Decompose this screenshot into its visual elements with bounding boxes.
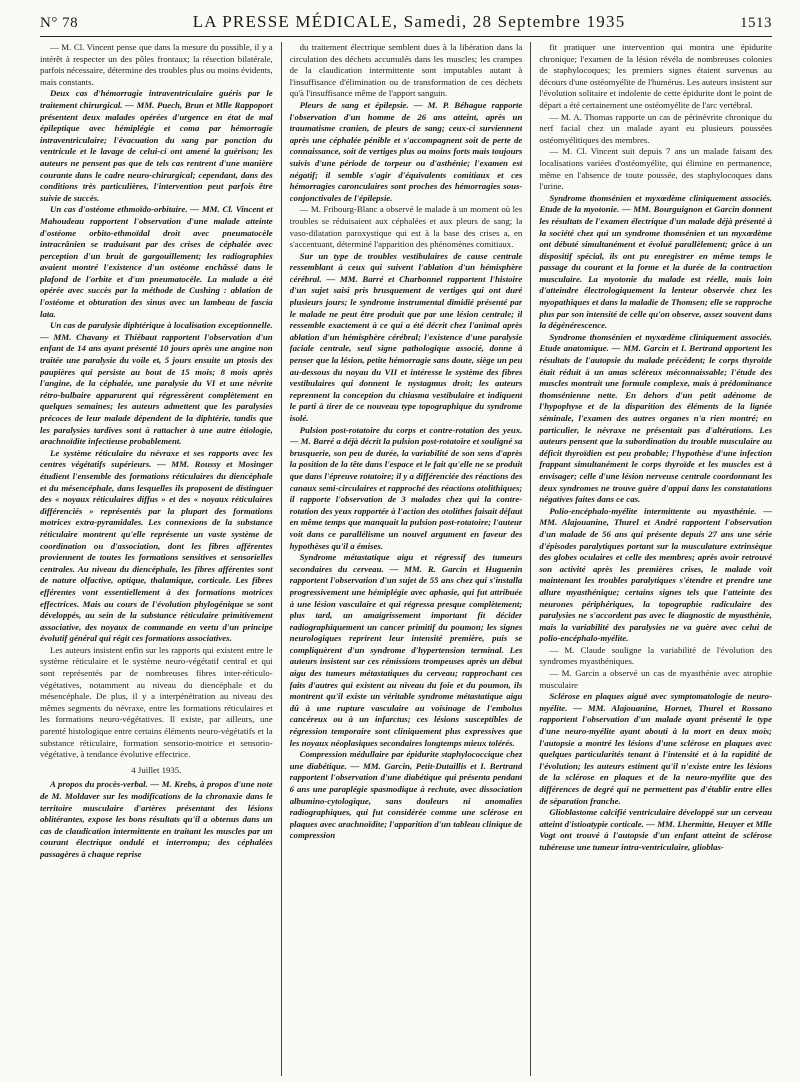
column-divider	[530, 42, 531, 1076]
article-paragraph: Un cas d'ostéome ethmoïdo-orbitaire. — MM. Cl. Vincent et Mahoudeau rapportent l'observation d'une malade atteinte d'ostéome orbito-ethmoïdal droit avec pneumatocèle intracrânien se traduisant par des crises de céphalée avec perception d'un bruit de gargouillement; les radiographies avaient montré l'existence d'un ostéome enchâssé dans le plafond de l'orbite et d'un pneumatocèle. La malade a été opérée avec succès par la méthode de Cushing : ablation de l'ostéome et obturation des sinus avec un lambeau de fascia lata.	[40, 204, 273, 319]
column-1	[40, 42, 273, 1076]
article-paragraph: Polio-encéphalo-myélite intermittente ou myasthénie. — MM. Alajouanine, Thurel et André rapportent l'observation d'un malade de 56 ans qui présente depuis 27 ans une série d'épisodes paralytiques portant sur la musculature extrinsèque des globes oculaires et celle des membres; après avoir retrouvé son activité après les premières crises, le malade voit maintenant les troubles paralytiques s'étendre et prendre une allure myasthénique; certains signes tels que l'atteinte des neurones périphériques, la topographie radiculaire des paralysies ne s'accordent pas avec le diagnostic de myasthénie, mais la variabilité des paralysies ne va guère avec celui de polio-encéphalo-myélite.	[539, 505, 772, 644]
article-paragraph: — M. Garcin a observé un cas de myasthénie avec atrophie musculaire	[539, 668, 772, 690]
article-paragraph: — M. Claude souligne la variabilité de l'évolution des syndromes myasthéniques.	[539, 644, 772, 667]
article-paragraph: Glioblastome calcifié ventriculaire développé sur un cerveau atteint d'istioatypie corticale. — MM. Lhermitte, Heuyer et Mlle Vogt ont trouvé à l'autopsie d'un enfant atteint de sclérose tubéreuse une tumeur intra-ventriculaire, glioblas-	[539, 807, 772, 852]
article-paragraph: — M. Cl. Vincent pense que dans la mesure du possible, il y a intérêt à respecter un des pôles frontaux; la résection bilatérale, parfois nécessaire, détermine des troubles plus ou moins évidents, mais constants.	[40, 42, 273, 87]
page-header	[40, 12, 772, 38]
article-paragraph: Pulsion post-rotatoire du corps et contre-rotation des yeux. — M. Barré a déjà décrit la pulsion post-rotatoire et souligné sa brusquerie, son peu de durée, la variabilité de son sens d'après la position de la tête dans l'espace et le fait qu'elle ne se produit que dans l'épreuve rotatoire; il y a différenciée des réactions des canaux semi-circulaires et rapproché des réactions otolithiques; il rapporte l'observation de 3 malades chez qui la contre-rotation des yeux rapportée à l'action des otolithes faisait défaut en même temps que manquait la pulsion post-rotatoire; l'auteur voit dans ce parallélisme un nouvel argument en faveur des hypothèses qu'il a émises.	[289, 424, 523, 551]
article-paragraph: Compression médullaire par épidurite staphylococcique chez une diabétique. — MM. Garcin, Petit-Dutaillis et I. Bertrand rapportent l'observation d'une diabétique qui présenta pendant 6 ans une paraplégie spasmodique à rechute, avec dissociation albumino-cytologique, sans douleurs ni anomalies radiographiques, qui fut considérée comme une sclérose en plaques avec arachnoïdite; l'apparition d'un tableau clinique de compression	[289, 749, 523, 841]
article-paragraph: Un cas de paralysie diphtérique à localisation exceptionnelle. — MM. Chavany et Thiébaut rapportent l'observation d'un enfant de 14 ans ayant présenté 10 jours après une angine non traitée une paralysie du voile et, 5 jours ensuite un ptosis des paupières qui persiste au bout de 15 mois; 8 mois après l'angine, de la céphalée, une paralysie du VI et une névrite rétro-bulbaire apparurent qui régressèrent complètement en quelques semaines; les auteurs admettent que les paralysies précoces de leur malade dépendent de la diphtérie, tandis que les paralysies tardives sont à rattacher à une autre étiologie, arachnoïdite infectieuse probablement.	[40, 320, 273, 447]
article-paragraph: du traitement électrique semblent dues à la libération dans la circulation des déchets accumulés dans les muscles; les crampes de la claudication intermittente sont imputables autant à l'insuffisance d'élimination ou de transformation de ces déchets qu'à l'insuffisance même de l'apport sanguin.	[289, 42, 523, 99]
article-paragraph: Syndrome thomsénien et myxœdème cliniquement associés. Etude anatomique. — MM. Garcin et I. Bertrand apportent les résultats de l'autopsie du malade précédent; le corps thyroïde était réduit à un amas scléreux méconnaissable; l'étude des muscles montrait une formule complexe, mais à prédominance thomsénienne nette. En dehors d'un petit adénome de l'hypophyse et de la disparition des éléments de la lignée séminale, l'examen des autres organes n'a rien montré; en particulier, le névraxe ne présentait pas d'altérations. Les auteurs pensent que la subordination du trouble musculaire au déficit thyroïdien est peu probable; l'hypothèse d'une infection frappant simultanément le corps thyroïde et les muscles est à envisager; celle d'une lésion nerveuse centrale coordonnant les deux syndromes ne trouve guère d'appui dans les constatations négatives faites dans ce cas.	[539, 331, 772, 505]
page-number: 1513	[740, 15, 772, 31]
column-divider	[281, 42, 282, 1076]
article-paragraph: Syndrome métastatique aigu et régressif des tumeurs secondaires du cerveau. — MM. R. Garcin et Huguenin rapportent l'observation d'un sujet de 55 ans chez qui s'installa progressivement une hémiplégie avec aphasie, qui fut attribuée à une lésion vasculaire et qui régressa presque complètement; plus tard, un amaigrissement important fit décider radiographiquement un cancer primitif du poumon; les signes neurologiques reprirent leur intensité première, puis se compliquèrent d'un syndrome d'hypertension terminal. Les auteurs insistent sur ces rémissions trompeuses après un début aigu des tumeurs métastatiques du cerveau; rapprochant ces faits d'autres qui existent au niveau du foie et du poumon, ils montrent qu'il existe un véritable syndrome métastatique aigu dû à une rupture vasculaire au voisinage de l'embolus cancéreux ou à un infarctus; ces lésions susceptibles de régression temporaire sont cliniquement plus expressives que les noyaux néoplasiques secondaires longtemps mieux tolérés.	[289, 552, 523, 748]
article-paragraph: Pleurs de sang et épilepsie. — M. P. Béhague rapporte l'observation d'un homme de 26 ans atteint, après un traumatisme cranien, de pleurs de sang; ceux-ci surviennent après une céphalée pénible et s'accompagnent soit de perte de connaissance, soit de vertiges plus ou moins forts mais toujours suivis d'une période de torpeur ou d'asthénie; l'examen est négatif; il semble s'agir d'équivalents comitiaux et ces hémorragies caronculaires sont proches des hémorragies sous-conjonctivales de l'épilepsie.	[289, 99, 523, 203]
header-rule	[40, 36, 772, 37]
article-paragraph: Le système réticulaire du névraxe et ses rapports avec les centres végétatifs supérieurs. — MM. Roussy et Mosinger étudient l'ensemble des formations réticulaires du diencéphale et du mésencéphale, dans lesquelles ils proposent de distinguer des « noyaux réticulaires diffus » et des « noyaux réticulaires différenciés » représentés par la plupart des formations motrices extra-pyramidales. Les connexions de la substance réticulaire montrent qu'elle représente un vaste système de coordination ou d'association, dont les fibres afférentes proviennent de toutes les formations sensitives et sensorielles centrales. Au niveau du diencéphale, les fibres afférentes sont de nature olfactive, optique, thalamique, corticale. Les fibres efférentes vont essentiellement à des formations motrices effectrices. Mais au cours de l'évolution phylogénique se sont développés, au sein de la substance réticulaire primitivement associative, des noyaux de commande en vertu d'un principe évolutif général qui régit ces formations associatives.	[40, 447, 273, 644]
article-paragraph: Deux cas d'hémorragie intraventriculaire guéris par le traitement chirurgical. — MM. Puech, Brun et Mlle Rappoport présentent deux malades opérées d'urgence en état de mal épileptique avec hémiplégie et coma par hémorragie intraventriculaire; l'évacuation du sang par ponction du ventricule et le lavage de celui-ci ont amené la guérison; les auteurs ne pensent pas que de tels cas rentrent d'une manière courante dans le cadre neuro-chirurgical; cependant, dans des conditions très particulières, l'intervention peut parfois être suivie de succès.	[40, 88, 273, 203]
article-paragraph: Syndrome thomsénien et myxœdème cliniquement associés. Etude de la myotonie. — MM. Bourguignon et Garcin donnent les résultats de l'examen électrique d'un malade déjà présenté à la société chez qui un syndrome thomsénien et un myxœdème ont débuté simultanément et évolué parallèlement; grâce à un dispositif spécial, ils ont pu enregistrer en même temps le passage du courant et la forme et la durée de la contraction musculaire. La myotonie du malade est réelle, mais loin d'atteindre électrologiquement la lenteur observée chez les myopathiques et dans la maladie de Thomsen; elle se rapproche plus par son intensité de celle qu'on observe, assez souvent dans la dégénérescence.	[539, 192, 772, 331]
issue-number: N° 78	[40, 15, 79, 31]
article-paragraph: A propos du procès-verbal. — M. Krebs, à propos d'une note de M. Moldaver sur les modifications de la chronaxie dans le territoire musculaire d'artères présentant des lésions oblitérantes, expose les bons résultats qu'il a obtenus dans un cas de claudication intermittente en traitant les muscles par un courant électrique ondulé et interrompu; des céphalées passagères à chaque reprise	[40, 779, 273, 859]
text-columns	[40, 42, 772, 1076]
session-date: 4 Juillet 1935.	[131, 764, 182, 775]
article-paragraph: fit pratiquer une intervention qui montra une épidurite chronique; l'examen de la lésion révéla de nombreuses colonies de staphylocoques; les premiers signes étaient survenus au décours d'une ostéomyélite de l'humérus. Les auteurs insistent sur l'évolution solitaire et indolente de cette épidurite dont le point de départ a été certainement une ostéomyélite de l'arc vertébral.	[539, 42, 772, 110]
article-paragraph: Sur un type de troubles vestibulaires de cause centrale ressemblant à ceux qui suivent l'ablation d'un hémisphère cérébral. — MM. Barré et Charbonnel rapportent l'histoire d'un sujet saisi pris brusquement de vertiges qui ont duré plusieurs jours; le syndrome instrumental dimidié présenté par le malade ne peut être produit que par une lésion centrale; il ressemble exactement à ce qui a été décrit chez l'animal après ablation d'un hémisphère cérébral; l'existence d'une paralysie faciale centrale, seul signe pathologique associé, donne à penser que la lésion, petite hémorragie sans doute, siège un peu au-dessous du noyau du VII et intéresse le système des fibres vestibulaires qui donnent le nystagmus droit; les auteurs reprennent la conception du chiasma vestibulaire et indiquent le parti à tirer de ce nouveau type topographique du syndrome isolé.	[289, 250, 523, 423]
article-paragraph: — M. A. Thomas rapporte un cas de périnévrite chronique du nerf facial chez un malade ayant eu plusieurs poussées ostéomyélitiques des membres.	[539, 111, 772, 145]
column-3	[539, 42, 772, 1076]
publication-title: LA PRESSE MÉDICALE, Samedi, 28 Septembre 1935	[192, 12, 626, 31]
article-paragraph: — M. Cl. Vincent suit depuis 7 ans un malade faisant des localisations variées d'ostéomyélite, qui élimine en permanence, même en l'absence de toute poussée, des staphylocoques dans l'urine.	[539, 146, 772, 192]
article-paragraph: Sclérose en plaques aiguë avec symptomatologie de neuro-myélite. — MM. Alajouanine, Hornet, Thurel et Rossano rapportent l'observation d'un malade ayant présenté le type d'une neuro-myélite ayant abouti à la mort en deux mois; l'autopsie a montré les lésions d'une sclérose en plaques avec quelques particularités tenant à l'intensité et à la rapidité de l'évolution; les auteurs estiment qu'il n'existe entre les lésions de la sclérose en plaques et de la neuro-myélite que des différences de degré qui ne permettent pas d'établir entre elles de séparation franche.	[539, 691, 772, 806]
article-paragraph: Les auteurs insistent enfin sur les rapports qui existent entre le système réticulaire et le système neuro-végétatif central et qui sont représentés par de nombreuses fibres inter-réticulo-végétatives, notamment au niveau du diencéphale et du mésencéphale. De plus, il y a interpénétration au niveau des mêmes segments du névraxe, entre les formations réticulaires et les formations neuro-végétatives. Il existe, par ailleurs, une parenté histologique entre certains éléments neuro-végétatifs et la substance réticulaire, formation sensorio-motrice et sensorio-végétative, à tendance évolutive effectrice.	[40, 644, 273, 760]
article-paragraph: — M. Fribourg-Blanc a observé le malade à un moment où les troubles se réduisaient aux céphalées et aux pleurs de sang; la vaso-dilatation paroxystique qui est à la base des crises a, en s'accentuant, déterminé l'apparition des phénomènes comitiaux.	[289, 204, 523, 250]
column-2	[290, 42, 523, 1076]
